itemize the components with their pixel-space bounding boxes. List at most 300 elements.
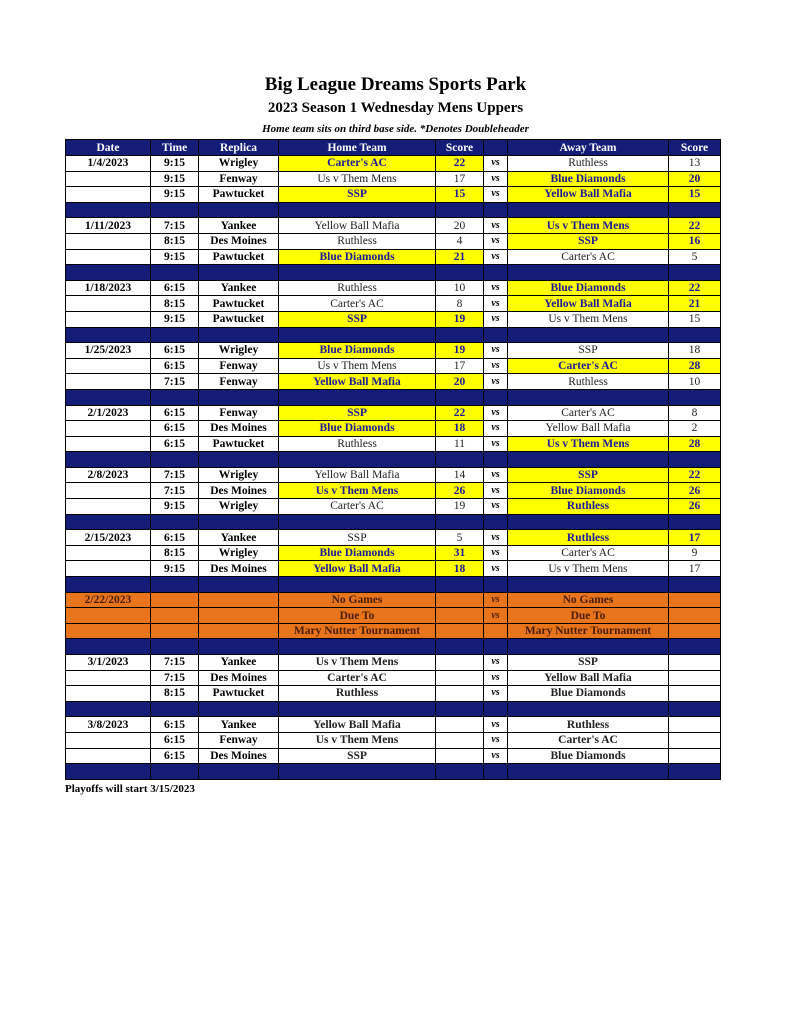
game-time: 8:15	[151, 233, 199, 249]
game-replica-field: Wrigley	[199, 156, 279, 172]
vs-label: vs	[484, 249, 508, 265]
vs-label: vs	[484, 655, 508, 671]
game-time: 8:15	[151, 545, 199, 561]
table-row	[66, 405, 721, 421]
separator-cell	[436, 389, 484, 405]
game-replica-field: Pawtucket	[199, 436, 279, 452]
week-separator	[66, 327, 721, 343]
col-header-time: Time	[151, 140, 199, 156]
away-team: Blue Diamonds	[508, 171, 669, 187]
separator-cell	[199, 514, 279, 530]
separator-cell	[279, 327, 436, 343]
week-separator	[66, 639, 721, 655]
separator-cell	[484, 514, 508, 530]
vs-label: vs	[484, 717, 508, 733]
home-score	[436, 748, 484, 764]
home-team: Blue Diamonds	[279, 249, 436, 265]
home-team: SSP	[279, 405, 436, 421]
game-date	[66, 421, 151, 437]
home-team: Carter's AC	[279, 296, 436, 312]
table-row	[66, 499, 721, 515]
separator-cell	[484, 639, 508, 655]
week-separator	[66, 577, 721, 593]
home-score: 4	[436, 233, 484, 249]
home-team: Yellow Ball Mafia	[279, 374, 436, 390]
away-team: Ruthless	[508, 499, 669, 515]
away-score: 2	[669, 421, 721, 437]
separator-cell	[508, 265, 669, 281]
game-replica-field: Des Moines	[199, 233, 279, 249]
game-replica-field: Pawtucket	[199, 311, 279, 327]
separator-cell	[151, 764, 199, 780]
table-row	[66, 358, 721, 374]
col-header-away-score: Score	[669, 140, 721, 156]
separator-cell	[66, 639, 151, 655]
game-time: 6:15	[151, 343, 199, 359]
game-replica-field: Pawtucket	[199, 249, 279, 265]
game-replica-field: Fenway	[199, 732, 279, 748]
game-replica-field: Yankee	[199, 280, 279, 296]
away-team: Carter's AC	[508, 545, 669, 561]
game-time: 7:15	[151, 374, 199, 390]
away-score	[669, 748, 721, 764]
vs-label: vs	[484, 311, 508, 327]
vs-label: vs	[484, 592, 508, 608]
vs-label: vs	[484, 156, 508, 172]
separator-cell	[279, 764, 436, 780]
home-team: SSP	[279, 311, 436, 327]
away-score	[669, 717, 721, 733]
week-separator	[66, 202, 721, 218]
game-date: 1/18/2023	[66, 280, 151, 296]
separator-cell	[484, 265, 508, 281]
separator-cell	[436, 327, 484, 343]
table-row	[66, 483, 721, 499]
home-team: Yellow Ball Mafia	[279, 717, 436, 733]
separator-cell	[669, 764, 721, 780]
separator-cell	[669, 327, 721, 343]
separator-cell	[66, 701, 151, 717]
home-team: Us v Them Mens	[279, 732, 436, 748]
game-date	[66, 483, 151, 499]
separator-cell	[199, 202, 279, 218]
away-score: 18	[669, 343, 721, 359]
separator-cell	[199, 389, 279, 405]
table-row	[66, 233, 721, 249]
separator-cell	[279, 202, 436, 218]
home-score: 22	[436, 156, 484, 172]
week-separator	[66, 389, 721, 405]
game-replica-field: Wrigley	[199, 467, 279, 483]
game-time: 6:15	[151, 717, 199, 733]
separator-cell	[66, 514, 151, 530]
week-separator	[66, 764, 721, 780]
game-time: 7:15	[151, 218, 199, 234]
vs-label: vs	[484, 218, 508, 234]
separator-cell	[436, 202, 484, 218]
separator-cell	[279, 577, 436, 593]
separator-cell	[199, 577, 279, 593]
game-date	[66, 748, 151, 764]
separator-cell	[484, 764, 508, 780]
home-team: SSP	[279, 187, 436, 203]
separator-cell	[151, 514, 199, 530]
away-team: Us v Them Mens	[508, 218, 669, 234]
home-score: 19	[436, 311, 484, 327]
home-team: Ruthless	[279, 686, 436, 702]
vs-label: vs	[484, 343, 508, 359]
separator-cell	[669, 202, 721, 218]
away-team: SSP	[508, 655, 669, 671]
separator-cell	[66, 327, 151, 343]
vs-label: vs	[484, 358, 508, 374]
away-score: 20	[669, 171, 721, 187]
away-score: 21	[669, 296, 721, 312]
table-row	[66, 530, 721, 546]
table-row	[66, 748, 721, 764]
separator-cell	[199, 639, 279, 655]
away-team: Ruthless	[508, 156, 669, 172]
game-date	[66, 358, 151, 374]
game-time: 9:15	[151, 187, 199, 203]
game-date: 2/8/2023	[66, 467, 151, 483]
home-team: Carter's AC	[279, 156, 436, 172]
home-score: 17	[436, 358, 484, 374]
home-score: 15	[436, 187, 484, 203]
separator-cell	[199, 265, 279, 281]
game-date: 2/22/2023	[66, 592, 151, 608]
separator-cell	[669, 452, 721, 468]
game-date	[66, 249, 151, 265]
home-score	[436, 623, 484, 639]
away-team: Us v Them Mens	[508, 311, 669, 327]
game-date	[66, 436, 151, 452]
away-team: Blue Diamonds	[508, 280, 669, 296]
game-replica-field: Yankee	[199, 218, 279, 234]
separator-cell	[66, 577, 151, 593]
game-date: 1/25/2023	[66, 343, 151, 359]
separator-cell	[279, 701, 436, 717]
vs-label: vs	[484, 467, 508, 483]
table-row	[66, 436, 721, 452]
game-time: 9:15	[151, 171, 199, 187]
table-row	[66, 592, 721, 608]
home-team: Mary Nutter Tournament	[279, 623, 436, 639]
away-score: 17	[669, 530, 721, 546]
vs-label: vs	[484, 374, 508, 390]
vs-label: vs	[484, 187, 508, 203]
game-replica-field: Des Moines	[199, 670, 279, 686]
home-team: SSP	[279, 748, 436, 764]
home-team: Us v Them Mens	[279, 358, 436, 374]
separator-cell	[66, 389, 151, 405]
game-time: 6:15	[151, 280, 199, 296]
game-time	[151, 608, 199, 624]
separator-cell	[484, 577, 508, 593]
separator-cell	[436, 577, 484, 593]
game-time: 9:15	[151, 311, 199, 327]
home-team: Ruthless	[279, 280, 436, 296]
home-score	[436, 592, 484, 608]
vs-label: vs	[484, 732, 508, 748]
separator-cell	[436, 701, 484, 717]
game-time	[151, 592, 199, 608]
home-score	[436, 670, 484, 686]
home-team: Yellow Ball Mafia	[279, 467, 436, 483]
game-replica-field	[199, 608, 279, 624]
separator-cell	[199, 701, 279, 717]
away-team: Blue Diamonds	[508, 483, 669, 499]
separator-cell	[436, 764, 484, 780]
separator-cell	[199, 452, 279, 468]
table-row	[66, 343, 721, 359]
home-team: Carter's AC	[279, 499, 436, 515]
home-team: Ruthless	[279, 233, 436, 249]
table-row	[66, 374, 721, 390]
game-date	[66, 561, 151, 577]
separator-cell	[508, 639, 669, 655]
vs-label: vs	[484, 483, 508, 499]
table-row	[66, 608, 721, 624]
separator-cell	[151, 639, 199, 655]
away-score: 26	[669, 499, 721, 515]
home-score	[436, 655, 484, 671]
game-date	[66, 233, 151, 249]
schedule-table	[65, 139, 721, 780]
away-score: 15	[669, 187, 721, 203]
game-time: 7:15	[151, 467, 199, 483]
away-score	[669, 592, 721, 608]
col-header-home-score: Score	[436, 140, 484, 156]
table-row	[66, 655, 721, 671]
game-time: 7:15	[151, 483, 199, 499]
separator-cell	[66, 764, 151, 780]
home-score: 18	[436, 421, 484, 437]
separator-cell	[279, 514, 436, 530]
separator-cell	[508, 514, 669, 530]
col-header-date: Date	[66, 140, 151, 156]
separator-cell	[199, 327, 279, 343]
game-replica-field: Pawtucket	[199, 187, 279, 203]
separator-cell	[151, 452, 199, 468]
home-team: Carter's AC	[279, 670, 436, 686]
separator-cell	[669, 701, 721, 717]
game-date: 3/1/2023	[66, 655, 151, 671]
game-date	[66, 608, 151, 624]
game-replica-field: Pawtucket	[199, 686, 279, 702]
away-team: Yellow Ball Mafia	[508, 296, 669, 312]
schedule-note: Home team sits on third base side. *Denotes Doubleheader	[262, 123, 529, 135]
week-separator	[66, 265, 721, 281]
table-row	[66, 467, 721, 483]
separator-cell	[436, 265, 484, 281]
page-title: Big League Dreams Sports Park	[264, 74, 527, 95]
away-score: 15	[669, 311, 721, 327]
separator-cell	[508, 452, 669, 468]
away-score: 8	[669, 405, 721, 421]
game-replica-field: Des Moines	[199, 561, 279, 577]
separator-cell	[669, 577, 721, 593]
home-team: Yellow Ball Mafia	[279, 218, 436, 234]
separator-cell	[484, 389, 508, 405]
game-date	[66, 670, 151, 686]
game-date	[66, 545, 151, 561]
separator-cell	[151, 265, 199, 281]
game-replica-field: Fenway	[199, 171, 279, 187]
game-time: 6:15	[151, 748, 199, 764]
table-row	[66, 218, 721, 234]
away-score	[669, 732, 721, 748]
game-date: 1/4/2023	[66, 156, 151, 172]
game-replica-field	[199, 623, 279, 639]
table-row	[66, 296, 721, 312]
vs-label: vs	[484, 296, 508, 312]
game-replica-field: Des Moines	[199, 483, 279, 499]
game-time: 6:15	[151, 732, 199, 748]
separator-cell	[669, 265, 721, 281]
away-team: Carter's AC	[508, 405, 669, 421]
away-team: Carter's AC	[508, 249, 669, 265]
separator-cell	[199, 764, 279, 780]
game-time: 9:15	[151, 499, 199, 515]
separator-cell	[436, 514, 484, 530]
game-date	[66, 686, 151, 702]
separator-cell	[508, 701, 669, 717]
game-date	[66, 374, 151, 390]
away-score	[669, 670, 721, 686]
home-team: Blue Diamonds	[279, 545, 436, 561]
separator-cell	[66, 452, 151, 468]
col-header-away-team: Away Team	[508, 140, 669, 156]
game-replica-field: Fenway	[199, 374, 279, 390]
away-score: 10	[669, 374, 721, 390]
separator-cell	[66, 202, 151, 218]
away-score: 22	[669, 280, 721, 296]
home-score: 10	[436, 280, 484, 296]
home-team: No Games	[279, 592, 436, 608]
game-date	[66, 187, 151, 203]
table-row	[66, 249, 721, 265]
home-score: 18	[436, 561, 484, 577]
away-team: Carter's AC	[508, 732, 669, 748]
away-team: Yellow Ball Mafia	[508, 187, 669, 203]
col-header-home-team: Home Team	[279, 140, 436, 156]
separator-cell	[484, 452, 508, 468]
separator-cell	[66, 265, 151, 281]
playoffs-note: Playoffs will start 3/15/2023	[65, 783, 195, 795]
away-score: 9	[669, 545, 721, 561]
vs-label: vs	[484, 280, 508, 296]
separator-cell	[279, 452, 436, 468]
away-team: Yellow Ball Mafia	[508, 421, 669, 437]
separator-cell	[669, 514, 721, 530]
home-score: 5	[436, 530, 484, 546]
vs-label: vs	[484, 405, 508, 421]
week-separator	[66, 701, 721, 717]
home-score: 31	[436, 545, 484, 561]
table-row	[66, 686, 721, 702]
home-score	[436, 717, 484, 733]
away-score: 28	[669, 358, 721, 374]
separator-cell	[151, 577, 199, 593]
away-score: 5	[669, 249, 721, 265]
table-row	[66, 717, 721, 733]
game-time: 9:15	[151, 249, 199, 265]
away-team: Blue Diamonds	[508, 748, 669, 764]
table-row	[66, 545, 721, 561]
away-team: Due To	[508, 608, 669, 624]
home-score: 26	[436, 483, 484, 499]
table-header-row	[66, 140, 721, 156]
separator-cell	[279, 389, 436, 405]
vs-label	[484, 623, 508, 639]
separator-cell	[151, 202, 199, 218]
game-replica-field: Yankee	[199, 717, 279, 733]
game-replica-field: Pawtucket	[199, 296, 279, 312]
separator-cell	[508, 202, 669, 218]
away-score: 26	[669, 483, 721, 499]
vs-label: vs	[484, 436, 508, 452]
game-time: 8:15	[151, 296, 199, 312]
game-time: 6:15	[151, 421, 199, 437]
vs-label: vs	[484, 233, 508, 249]
home-score: 19	[436, 499, 484, 515]
separator-cell	[436, 639, 484, 655]
away-team: SSP	[508, 233, 669, 249]
game-date	[66, 499, 151, 515]
separator-cell	[669, 639, 721, 655]
game-time: 7:15	[151, 655, 199, 671]
game-replica-field: Wrigley	[199, 343, 279, 359]
home-team: Us v Them Mens	[279, 483, 436, 499]
away-score: 13	[669, 156, 721, 172]
away-team: Mary Nutter Tournament	[508, 623, 669, 639]
separator-cell	[508, 389, 669, 405]
away-team: Ruthless	[508, 530, 669, 546]
away-team: Us v Them Mens	[508, 436, 669, 452]
game-replica-field: Des Moines	[199, 748, 279, 764]
game-time	[151, 623, 199, 639]
away-team: Carter's AC	[508, 358, 669, 374]
game-date: 1/11/2023	[66, 218, 151, 234]
home-team: Blue Diamonds	[279, 421, 436, 437]
separator-cell	[484, 327, 508, 343]
game-time: 9:15	[151, 156, 199, 172]
vs-label: vs	[484, 171, 508, 187]
separator-cell	[279, 265, 436, 281]
table-row	[66, 311, 721, 327]
game-time: 6:15	[151, 436, 199, 452]
separator-cell	[669, 389, 721, 405]
away-team: SSP	[508, 343, 669, 359]
table-row	[66, 561, 721, 577]
away-score: 22	[669, 218, 721, 234]
separator-cell	[508, 764, 669, 780]
home-score	[436, 686, 484, 702]
week-separator	[66, 514, 721, 530]
vs-label: vs	[484, 530, 508, 546]
away-team: SSP	[508, 467, 669, 483]
away-team: Us v Them Mens	[508, 561, 669, 577]
game-date	[66, 623, 151, 639]
home-score: 8	[436, 296, 484, 312]
vs-label: vs	[484, 686, 508, 702]
game-date: 3/8/2023	[66, 717, 151, 733]
separator-cell	[484, 701, 508, 717]
game-date	[66, 732, 151, 748]
game-date	[66, 311, 151, 327]
table-row	[66, 732, 721, 748]
